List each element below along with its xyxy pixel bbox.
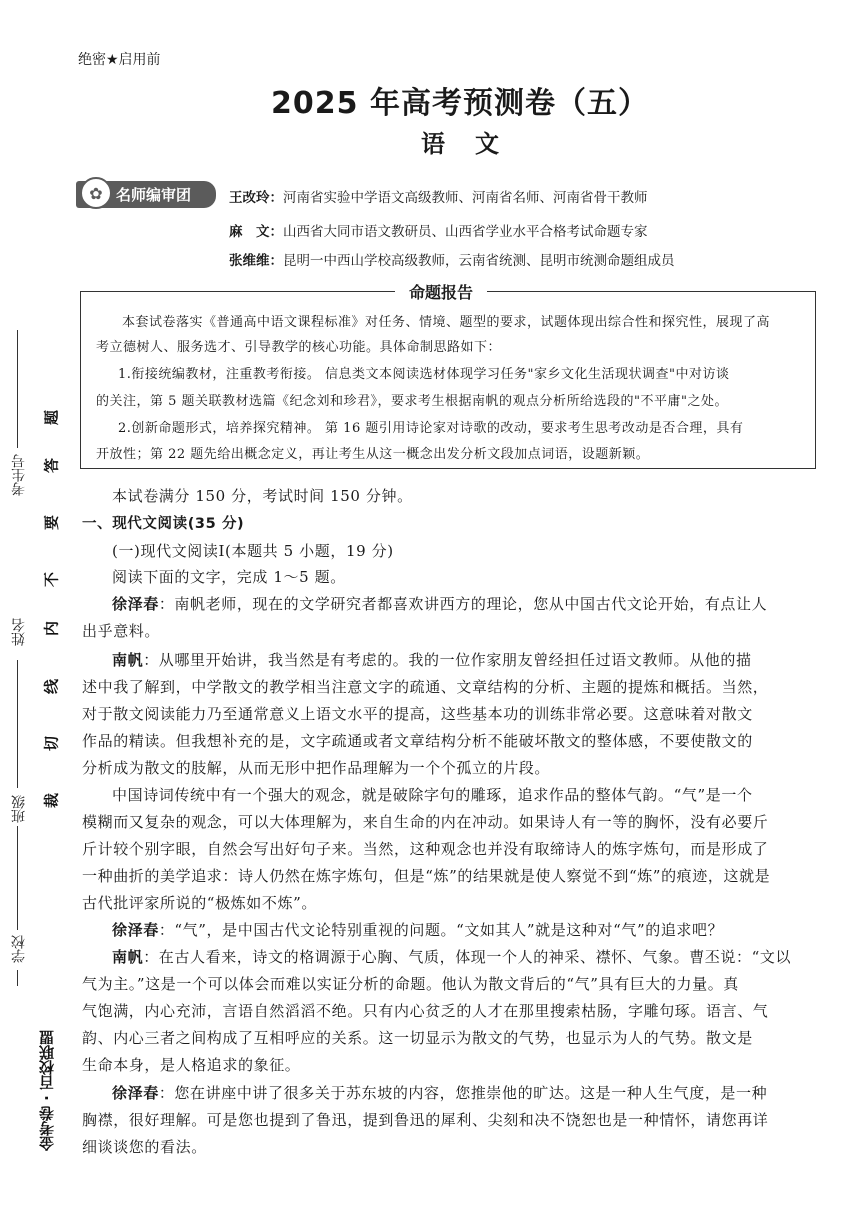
page-title: 2025 年高考预测卷（五） xyxy=(271,86,649,121)
field-line-student-number xyxy=(17,330,18,448)
speaker-name: 南帆 xyxy=(112,948,144,966)
passage-line: 一种曲折的美学追求：诗人仍然在炼字炼句，但是“炼”的结果就是使人察觉不到“炼”的痕迹，这就是 xyxy=(82,867,771,885)
warning-char: 内 xyxy=(42,621,61,637)
editorial-team-label: 名师编审团 xyxy=(116,186,192,204)
editor-desc: 昆明一中西山学校高级教师，云南省统测、昆明市统测命题组成员 xyxy=(283,253,675,269)
passage-line: 细谈谈您的看法。 xyxy=(82,1138,207,1156)
editor-name: 张维维： xyxy=(229,253,283,269)
passage-line: 韵、内心三者之间构成了互相呼应的关系。这一切显示为散文的气势，也显示为人的气势。散文是 xyxy=(82,1029,753,1047)
passage-line: 分析成为散文的肢解，从而无形中把作品理解为一个个孤立的片段。 xyxy=(82,759,551,777)
report-line: 考立德树人、服务选才、引导教学的核心功能。具体命制思路如下： xyxy=(96,340,502,355)
passage-line: 述中我了解到，中学散文的教学相当注意文字的疏通、文章结构的分析、主题的提炼和概括。当然， xyxy=(82,678,769,696)
passage-line: 对于散文阅读能力乃至通常意义上语文水平的提高，这些基本功的训练非常必要。这意味着对散文 xyxy=(82,705,753,723)
report-line: 本套试卷落实《普通高中语文课程标准》对任务、情境、题型的要求，试题体现出综合性和探究性，展现了高 xyxy=(122,315,771,330)
speaker-name: 徐泽春 xyxy=(112,595,159,613)
warning-char: 不 xyxy=(42,572,61,588)
passage-line: 作品的精读。但我想补充的是，文字疏通或者文章结构分析不能破坏散文的整体感，不要使散文的 xyxy=(82,732,753,750)
passage-line: 徐泽春：“气”，是中国古代文论特别重视的问题。“文如其人”就是这种对“气”的追求吧？ xyxy=(112,921,724,939)
editor-entry xyxy=(229,186,648,206)
passage-line: 古代批评家所说的“极炼如不炼”。 xyxy=(82,894,317,912)
report-line: 2.创新命题形式，培养探究精神。 第 16 题引用诗论家对诗歌的改动，要求考生思考改动是否合理，具有 xyxy=(118,421,744,436)
passage-line: 南帆：从哪里开始讲，我当然是有考虑的。我的一位作家朋友曾经担任过语文教师。从他的描 xyxy=(112,651,752,669)
editor-name: 麻 文： xyxy=(229,224,283,240)
report-title: 命题报告 xyxy=(395,280,487,303)
exam-info: 本试卷满分 150 分，考试时间 150 分钟。 xyxy=(112,487,413,505)
report-line: 1.衔接统编教材，注重教考衔接。 信息类文本阅读选材体现学习任务"家乡文化生活现状调查"中对访谈 xyxy=(118,367,730,382)
warning-char: 答 xyxy=(42,458,61,474)
editorial-team-badge xyxy=(76,181,216,208)
field-school: 学校 xyxy=(11,935,27,963)
editor-entry xyxy=(229,220,648,240)
passage-line: 徐泽春：您在讲座中讲了很多关于苏东坡的内容，您推崇他的旷达。这是一种人生气度，是一种 xyxy=(112,1084,768,1102)
field-line-name xyxy=(17,660,18,788)
speaker-name: 徐泽春 xyxy=(112,1084,159,1102)
field-line-school xyxy=(17,970,18,986)
passage-line: 中国诗词传统中有一个强大的观念，就是破除字句的雕琢，追求作品的整体气韵。“气”是一个 xyxy=(112,786,753,804)
subject-title: 语文 xyxy=(421,130,529,158)
report-line: 开放性；第 22 题先给出概念定义，再让考生从这一概念出发分析文段加点词语，设题新颖。 xyxy=(96,447,650,462)
field-name: 姓名 xyxy=(11,618,27,646)
editor-desc: 山西省大同市语文教研员、山西省学业水平合格考试命题专家 xyxy=(283,224,648,240)
passage-line: 气为主。”这是一个可以体会而难以实证分析的命题。他认为散文背后的“气”具有巨大的力量。真 xyxy=(82,975,739,993)
passage-line: 胸襟，很好理解。可是您也提到了鲁迅，提到鲁迅的犀利、尖刻和决不饶恕也是一种情怀，请您再详 xyxy=(82,1111,769,1129)
field-line-class xyxy=(17,826,18,930)
passage-line: 模糊而又复杂的观念，可以大体理解为，来自生命的内在冲动。如果诗人有一等的胸怀，没有必要斤 xyxy=(82,813,769,831)
report-line: 的关注，第 5 题关联教材选篇《纪念刘和珍君》，要求考生根据南帆的观点分析所给选段的"不平庸"之处。 xyxy=(96,394,728,409)
passage-line: 气饱满，内心充沛，言语自然滔滔不绝。只有内心贫乏的人才在那里搜索枯肠，字雕句琢。语言、气 xyxy=(82,1002,769,1020)
section-heading: 一、现代文阅读(35 分) xyxy=(82,516,245,532)
speaker-name: 徐泽春 xyxy=(112,921,159,939)
warning-char: 裁 xyxy=(42,793,61,809)
confidential-mark: 绝密★启用前 xyxy=(78,52,161,68)
sub-section-heading: (一)现代文阅读Ⅰ(本题共 5 小题，19 分) xyxy=(112,542,394,560)
instruction: 阅读下面的文字，完成 1～5 题。 xyxy=(112,568,346,586)
editor-desc: 河南省实验中学语文高级教师、河南省名师、河南省骨干教师 xyxy=(283,190,648,206)
passage-line: 斤计较个别字眼，自然会写出好句子来。当然，这种观念也并没有取缔诗人的炼字炼句，而是形成了 xyxy=(82,840,769,858)
editor-name: 王改玲： xyxy=(229,190,283,206)
speaker-name: 南帆 xyxy=(112,651,144,669)
field-class: 班级 xyxy=(11,795,27,823)
warning-char: 题 xyxy=(42,410,61,426)
warning-char: 要 xyxy=(42,515,61,531)
passage-line: 出乎意料。 xyxy=(82,622,161,640)
passage-line: 南帆：在古人看来，诗文的格调源于心胸、气质，体现一个人的神采、襟怀、气象。曹丕说：“文以 xyxy=(112,948,792,966)
brand-label: 金考卷 · 百校联盟 xyxy=(38,1030,56,1152)
warning-char: 切 xyxy=(42,736,61,752)
field-student-number: 考生号 xyxy=(11,454,27,496)
editor-entry xyxy=(229,249,675,269)
warning-char: 线 xyxy=(42,679,61,695)
leaf-icon: ✿ xyxy=(80,177,112,209)
passage-line: 生命本身，是人格追求的象征。 xyxy=(82,1056,301,1074)
passage-line: 徐泽春：南帆老师，现在的文学研究者都喜欢讲西方的理论，您从中国古代文论开始，有点让人 xyxy=(112,595,768,613)
